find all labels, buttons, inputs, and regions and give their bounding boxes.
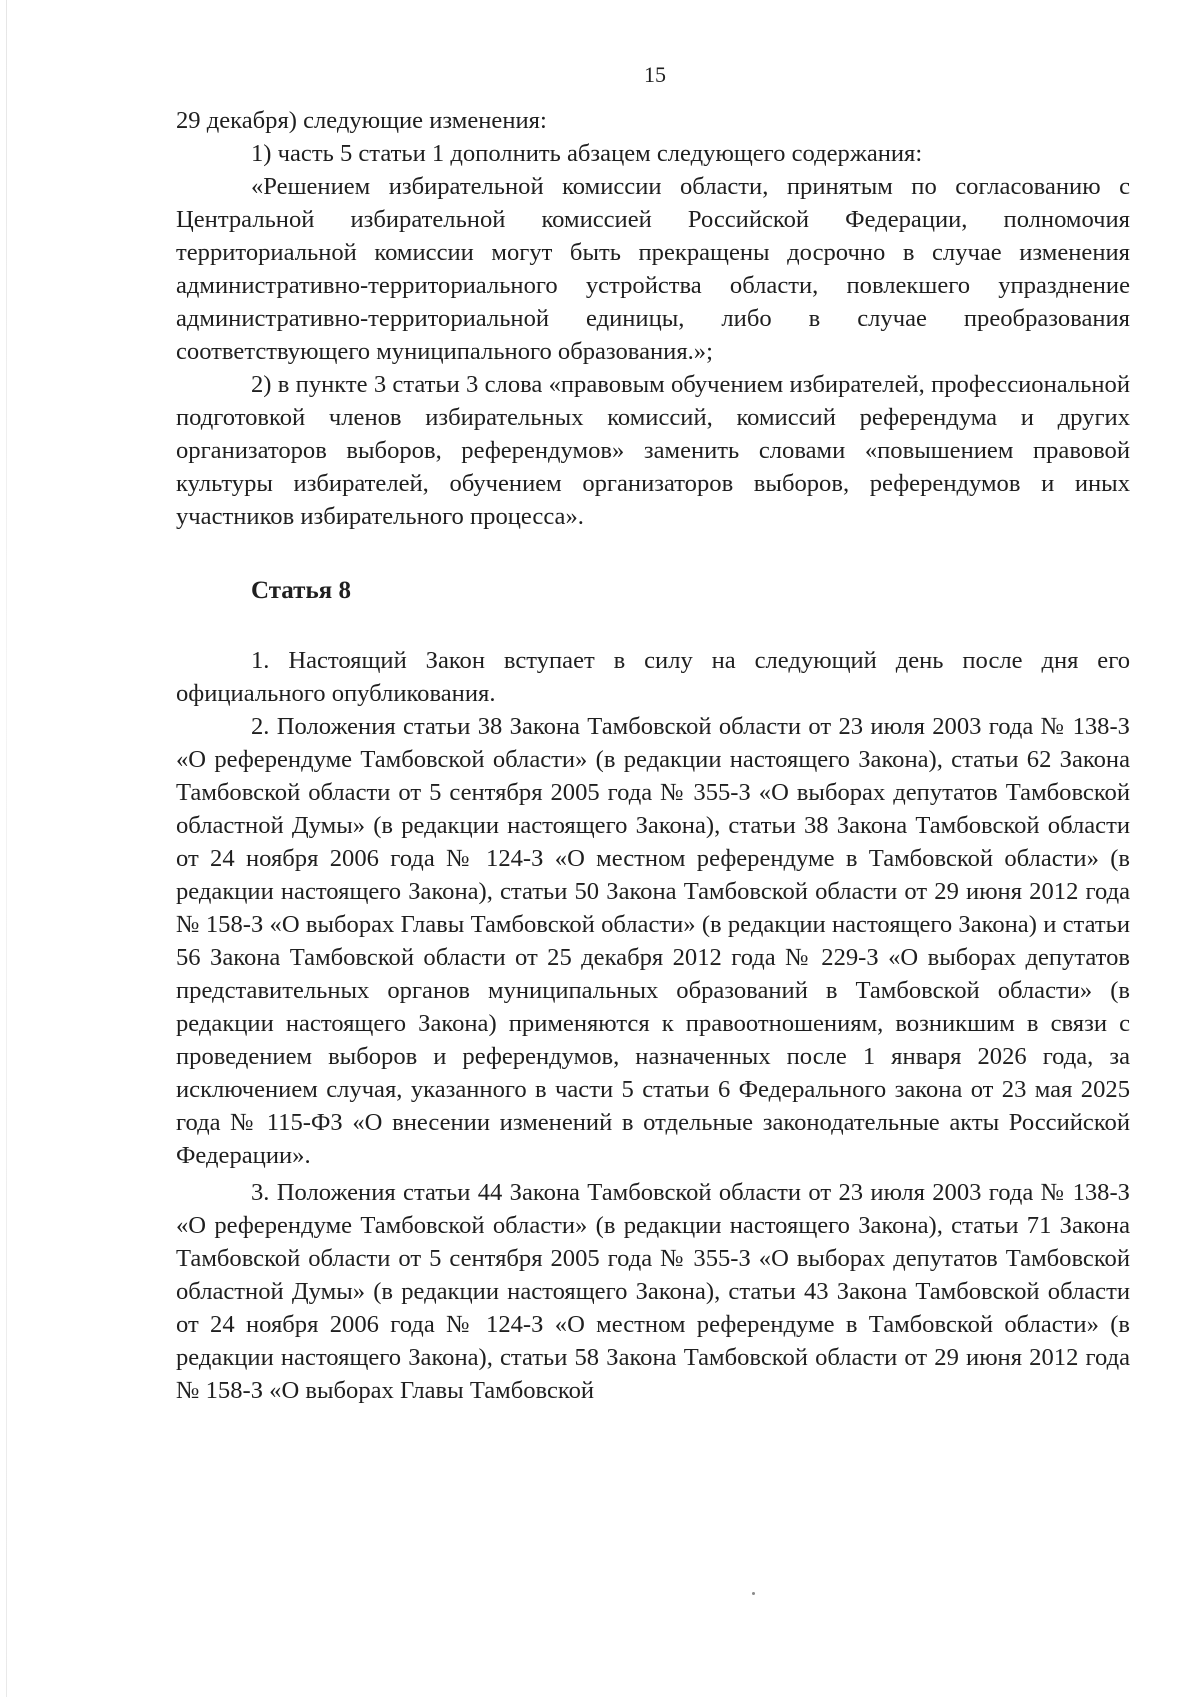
paragraph-item1-lead: 1) часть 5 статьи 1 дополнить абзацем следующего содержания: bbox=[251, 140, 923, 167]
article8-paragraph-2: 2. Положения статьи 38 Закона Тамбовской области от 23 июля 2003 года № 138-З «О референдуме Тамбовской области» (в редакции настоящего Закона), статьи 62 Закона Тамбовской области от 5 сентября 2005 года № 355-З «О выборах депутатов Тамбовской областной Думы» (в редакции настоящего Закона), статьи 38 Закона Тамбовской области от 24 ноября 2006 года № 124-З «О местном референдуме в Тамбовской области» (в редакции настоящего Закона), статьи 50 Закона Тамбовской области от 29 июня 2012 года № 158-З «О выборах Главы Тамбовской области» (в редакции настоящего Закона) и статьи 56 Закона Тамбовской области от 25 декабря 2012 года № 229-З «О выборах депутатов представительных органов муниципальных образований в Тамбовской области» (в редакции настоящего Закона) применяются к правоотношениям, возникшим в связи с проведением выборов и референдумов, назначенных после 1 января 2026 года, за исключением случая, указанного в части 5 статьи 6 Федерального закона от 23 мая 2025 года № 115-ФЗ «О внесении изменений в отдельные законодательные акты Российской Федерации». bbox=[176, 713, 1130, 1169]
paragraph-item1-quote: «Решением избирательной комиссии области, принятым по согласованию с Центральной избирательной комиссией Российской Федерации, полномочия территориальной комиссии могут быть прекращены досрочно в случае изменения административно-территориального устройства области, повлекшего упразднение административно-территориальной единицы, либо в случае преобразования соответствующего муниципального образования.»; bbox=[176, 173, 1130, 365]
paragraph-item2: 2) в пункте 3 статьи 3 слова «правовым обучением избирателей, профессиональной подготовкой членов избирательных комиссий, комиссий референдума и других организаторов выборов, референдумов» заменить словами «повышением правовой культуры избирателей, обучением организаторов выборов, референдумов и иных участников избирательного процесса». bbox=[176, 371, 1130, 530]
scan-speck bbox=[752, 1592, 755, 1595]
scan-edge-mark bbox=[6, 0, 7, 1697]
page-number: 15 bbox=[644, 62, 666, 87]
article8-paragraph-1: 1. Настоящий Закон вступает в силу на следующий день после дня его официального опубликования. bbox=[176, 647, 1130, 707]
paragraph-intro: 29 декабря) следующие изменения: bbox=[176, 107, 547, 134]
article-heading: Статья 8 bbox=[251, 577, 351, 604]
document-body bbox=[176, 104, 1130, 1407]
article8-paragraph-3: 3. Положения статьи 44 Закона Тамбовской области от 23 июля 2003 года № 138-З «О референдуме Тамбовской области» (в редакции настоящего Закона), статьи 71 Закона Тамбовской области от 5 сентября 2005 года № 355-З «О выборах депутатов Тамбовской областной Думы» (в редакции настоящего Закона), статьи 43 Закона Тамбовской области от 24 ноября 2006 года № 124-З «О местном референдуме в Тамбовской области» (в редакции настоящего Закона), статьи 58 Закона Тамбовской области от 29 июня 2012 года № 158-З «О выборах Главы Тамбовской bbox=[176, 1179, 1130, 1404]
